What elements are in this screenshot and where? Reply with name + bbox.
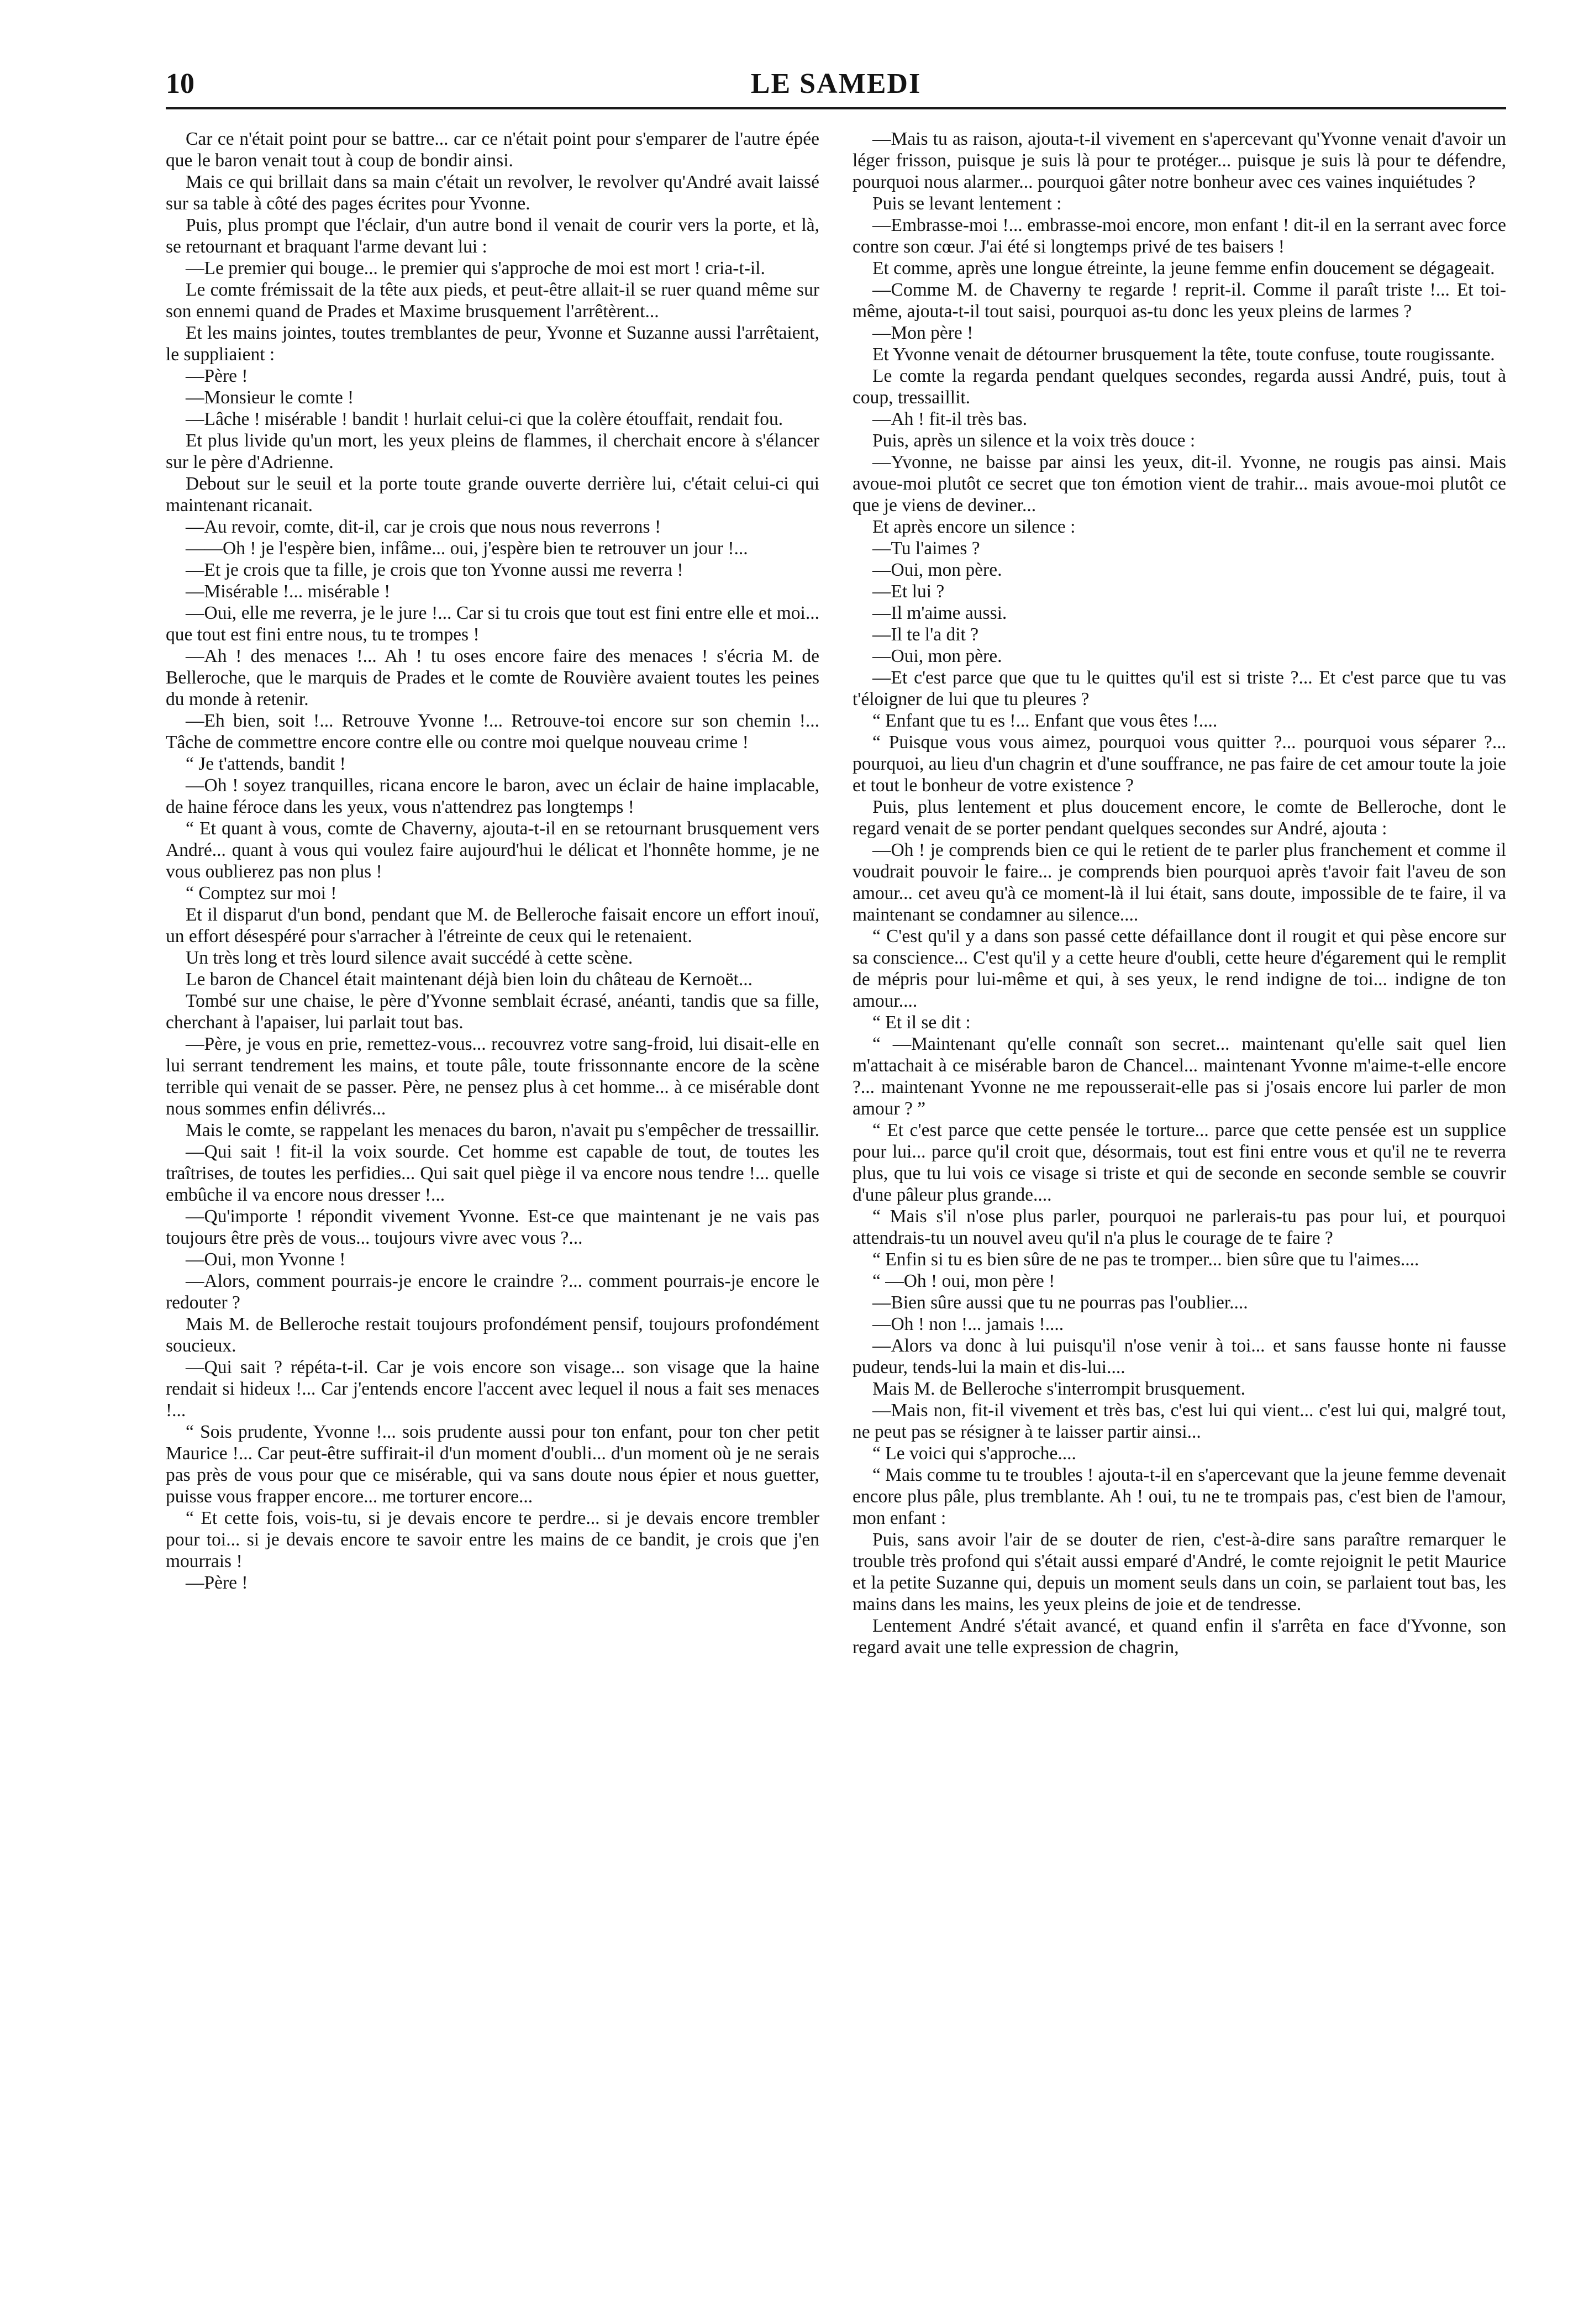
paragraph: “ —Oh ! oui, mon père !	[872, 1271, 1055, 1291]
paragraph: Un très long et très lourd silence avait succédé à cette scène.	[186, 948, 633, 968]
paragraph: “ Et c'est parce que cette pensée le torture... parce que cette pensée est un supplice pour lui... parce qu'il croit que, désormais, tout est fini entre vous et qu'il ne te reverra plus, que tu lui vois ce visage si triste et qui de seconde en seconde semble se couvrir d'une pâleur plus grande....	[853, 1120, 1506, 1205]
paragraph: “ Sois prudente, Yvonne !... sois prudente aussi pour ton enfant, pour ton cher petit Maurice !... Car peut-être suffirait-il d'un moment d'oubli... d'un moment où je ne serais pas près de vous pour que ce misérable, qui va sans doute nous épier et nous guetter, puisse vous frapper encore... me torturer encore...	[166, 1422, 819, 1507]
paragraph: —Tu l'aimes ?	[872, 538, 980, 559]
paragraph: Puis, plus lentement et plus doucement encore, le comte de Belleroche, dont le regard venait de se porter pendant quelques secondes sur André, ajouta :	[853, 797, 1506, 839]
paragraph: —Il m'aime aussi.	[872, 603, 1007, 623]
paragraph: Le comte la regarda pendant quelques secondes, regarda aussi André, puis, tout à coup, tressaillit.	[853, 366, 1506, 408]
paragraph: —Comme M. de Chaverny te regarde ! reprit-il. Comme il paraît triste !... Et toi-même, ajouta-t-il tout saisi, pourquoi as-tu donc les yeux pleins de larmes ?	[853, 280, 1506, 322]
paragraph: —Mon père !	[872, 323, 974, 343]
paragraph: “ Mais comme tu te troubles ! ajouta-t-il en s'apercevant que la jeune femme devenait encore plus pâle, plus tremblante. Ah ! oui, tu ne te trompais pas, c'est bien de l'amour, mon enfant :	[853, 1465, 1506, 1528]
paragraph: —Qu'importe ! répondit vivement Yvonne. Est-ce que maintenant je ne vais pas toujours être près de vous... toujours vivre avec vous ?...	[166, 1206, 819, 1248]
paragraph: Puis, après un silence et la voix très douce :	[872, 430, 1196, 451]
paragraph: Puis, plus prompt que l'éclair, d'un autre bond il venait de courir vers la porte, et là, se retournant et braquant l'arme devant lui :	[166, 215, 819, 257]
paragraph: Mais le comte, se rappelant les menaces du baron, n'avait pu s'empêcher de tressaillir.	[186, 1120, 819, 1140]
paragraph: —Oui, mon père.	[872, 646, 1002, 666]
paragraph: Et il disparut d'un bond, pendant que M. de Belleroche faisait encore un effort inouï, un effort désespéré pour s'arracher à l'étreinte de ceux qui le retenaient.	[166, 905, 819, 947]
paragraph: Car ce n'était point pour se battre... car ce n'était point pour s'emparer de l'autre épée que le baron venait tout à coup de bondir ainsi.	[166, 129, 819, 171]
paragraph: —Il te l'a dit ?	[872, 624, 979, 645]
paragraph: “ —Maintenant qu'elle connaît son secret... maintenant qu'elle sait quel lien m'attachait à ce misérable baron de Chancel... maintenant Yvonne m'aime-t-elle encore ?... maintenant Yvonne ne me repousserait-elle pas si j'osais encore lui parler de mon amour ? ”	[853, 1034, 1506, 1119]
paragraph: —Ah ! fit-il très bas.	[872, 409, 1028, 429]
left-column	[166, 128, 819, 2261]
paragraph: —Alors, comment pourrais-je encore le craindre ?... comment pourrais-je encore le redouter ?	[166, 1271, 819, 1313]
paragraph: —Oh ! soyez tranquilles, ricana encore le baron, avec un éclair de haine implacable, de haine féroce dans les yeux, vous n'attendrez pas longtemps !	[166, 775, 819, 817]
paragraph: “ Comptez sur moi !	[186, 883, 337, 903]
paragraph: —Misérable !... misérable !	[186, 581, 391, 602]
paragraph: Puis, sans avoir l'air de se douter de rien, c'est-à-dire sans paraître remarquer le trouble très profond qui s'était aussi emparé d'André, le comte rejoignit le petit Maurice et la petite Suzanne qui, depuis un moment seuls dans un coin, se parlaient tout bas, les mains dans les mains, les yeux pleins de joie et de tendresse.	[853, 1529, 1506, 1615]
paragraph: —Et je crois que ta fille, je crois que ton Yvonne aussi me reverra !	[186, 560, 683, 580]
paragraph: Mais M. de Belleroche s'interrompit brusquement.	[872, 1379, 1245, 1399]
paragraph: —Embrasse-moi !... embrasse-moi encore, mon enfant ! dit-il en la serrant avec force contre son cœur. J'ai été si longtemps privé de tes baisers !	[853, 215, 1506, 257]
paragraph: “ Mais s'il n'ose plus parler, pourquoi ne parlerais-tu pas pour lui, et pourquoi attendrais-tu un nouvel aveu qu'il n'a plus le courage de te faire ?	[853, 1206, 1506, 1248]
right-column	[853, 128, 1506, 2261]
page-header	[166, 67, 1506, 109]
paragraph: —Père, je vous en prie, remettez-vous... recouvrez votre sang-froid, lui disait-elle en lui serrant tendrement les mains, et toute pâle, toute frissonnante encore de la scène terrible qui venait de se passer. Père, ne pensez plus à cet homme... à ce misérable dont nous sommes enfin délivrés...	[166, 1034, 819, 1119]
paragraph: “ Enfin si tu es bien sûre de ne pas te tromper... bien sûre que tu l'aimes....	[872, 1249, 1419, 1270]
paragraph: —Au revoir, comte, dit-il, car je crois que nous nous reverrons !	[186, 517, 661, 537]
page-number: 10	[166, 68, 194, 99]
paragraph: ——Oh ! je l'espère bien, infâme... oui, j'espère bien te retrouver un jour !...	[186, 538, 748, 559]
paragraph: “ Je t'attends, bandit !	[186, 754, 346, 774]
paragraph: —Monsieur le comte !	[186, 387, 354, 408]
paragraph: Mais ce qui brillait dans sa main c'était un revolver, le revolver qu'André avait laissé sur sa table à côté des pages écrites pour Yvonne.	[166, 172, 819, 214]
paragraph: Puis se levant lentement :	[872, 193, 1062, 214]
paragraph: Et les mains jointes, toutes tremblantes de peur, Yvonne et Suzanne aussi l'arrêtaient, le suppliaient :	[166, 323, 819, 365]
paragraph: “ Enfant que tu es !... Enfant que vous êtes !....	[872, 711, 1218, 731]
paragraph: Et plus livide qu'un mort, les yeux pleins de flammes, il cherchait encore à s'élancer sur le père d'Adrienne.	[166, 430, 819, 472]
paragraph: —Qui sait ! fit-il la voix sourde. Cet homme est capable de tout, de toutes les traîtrises, de toutes les perfidies... Qui sait quel piège il va encore nous tendre !... quelle embûche il va encore nous dresser !...	[166, 1142, 819, 1205]
journal-title: LE SAMEDI	[750, 68, 922, 99]
paragraph: —Ah ! des menaces !... Ah ! tu oses encore faire des menaces ! s'écria M. de Belleroche, que le marquis de Prades et le comte de Rouvière avaient toutes les peines du monde à retenir.	[166, 646, 819, 709]
paragraph: Debout sur le seuil et la porte toute grande ouverte derrière lui, c'était celui-ci qui maintenant ricanait.	[166, 474, 819, 516]
paragraph: —Oh ! je comprends bien ce qui le retient de te parler plus franchement et comme il voudrait pouvoir le faire... je comprends bien pourquoi après t'avoir fait l'aveu de son amour... cet aveu qu'à ce moment-là il lui était, sans doute, impossible de te faire, il va maintenant se condamner au silence....	[853, 840, 1506, 925]
paragraph: “ Puisque vous vous aimez, pourquoi vous quitter ?... pourquoi vous séparer ?... pourquoi, au lieu d'un chagrin et d'une souffrance, ne pas faire de cet amour toute la joie et tout le bonheur de votre existence ?	[853, 732, 1506, 796]
paragraph: Et comme, après une longue étreinte, la jeune femme enfin doucement se dégageait.	[872, 258, 1495, 278]
paragraph: —Et c'est parce que que tu le quittes qu'il est si triste ?... Et c'est parce que tu vas t'éloigner de lui que tu pleures ?	[853, 667, 1506, 709]
paragraph: “ C'est qu'il y a dans son passé cette défaillance dont il rougit et qui pèse encore sur sa conscience... C'est qu'il y a cette heure d'oubli, cette heure d'égarement qui le remplit de mépris pour lui-même et qui, à ses yeux, le rend indigne de toi... indigne de ton amour....	[853, 926, 1506, 1011]
paragraph: Et Yvonne venait de détourner brusquement la tête, toute confuse, toute rougissante.	[872, 344, 1495, 365]
paragraph: —Lâche ! misérable ! bandit ! hurlait celui-ci que la colère étouffait, rendait fou.	[186, 409, 783, 429]
paragraph: —Le premier qui bouge... le premier qui s'approche de moi est mort ! cria-t-il.	[186, 258, 765, 278]
article-columns	[166, 128, 1506, 2261]
paragraph: —Et lui ?	[872, 581, 945, 602]
paragraph: Lentement André s'était avancé, et quand enfin il s'arrêta en face d'Yvonne, son regard avait une telle expression de chagrin,	[853, 1616, 1506, 1658]
paragraph: Et après encore un silence :	[872, 517, 1076, 537]
paragraph: —Père !	[186, 366, 248, 386]
paragraph: —Oui, elle me reverra, je le jure !... Car si tu crois que tout est fini entre elle et moi... que tout est fini entre nous, tu te trompes !	[166, 603, 819, 645]
paragraph: Le baron de Chancel était maintenant déjà bien loin du château de Kernoët...	[186, 969, 753, 990]
paragraph: —Père !	[186, 1573, 248, 1593]
paragraph: “ Et quant à vous, comte de Chaverny, ajouta-t-il en se retournant brusquement vers André... quant à vous qui voulez faire aujourd'hui le délicat et l'honnête homme, je ne vous oublierez pas non plus !	[166, 818, 819, 882]
paragraph: —Mais tu as raison, ajouta-t-il vivement en s'apercevant qu'Yvonne venait d'avoir un léger frisson, puisque je suis là pour te protéger... puisque je suis là pour te défendre, pourquoi nous alarmer... pourquoi gâter notre bonheur avec ces vaines inquiétudes ?	[853, 129, 1506, 192]
paragraph: “ Et il se dit :	[872, 1012, 971, 1033]
paragraph: —Oh ! non !... jamais !....	[872, 1314, 1064, 1334]
paragraph: —Oui, mon Yvonne !	[186, 1249, 346, 1270]
paragraph: Le comte frémissait de la tête aux pieds, et peut-être allait-il se ruer quand même sur son ennemi quand de Prades et Maxime brusquement l'arrêtèrent...	[166, 280, 819, 322]
paragraph: “ Et cette fois, vois-tu, si je devais encore te perdre... si je devais encore trembler pour toi... si je devais encore te savoir entre les mains de ce bandit, je crois que j'en mourrais !	[166, 1508, 819, 1571]
paragraph: “ Le voici qui s'approche....	[872, 1443, 1076, 1464]
paragraph: Tombé sur une chaise, le père d'Yvonne semblait écrasé, anéanti, tandis que sa fille, cherchant à l'apaiser, lui parlait tout bas.	[166, 991, 819, 1033]
paragraph: Mais M. de Belleroche restait toujours profondément pensif, toujours profondément soucieux.	[166, 1314, 819, 1356]
paragraph: —Eh bien, soit !... Retrouve Yvonne !... Retrouve-toi encore sur son chemin !... Tâche de commettre encore contre elle ou contre moi quelque nouveau crime !	[166, 711, 819, 753]
paragraph: —Mais non, fit-il vivement et très bas, c'est lui qui vient... c'est lui qui, malgré tout, ne peut pas se résigner à te laisser partir ainsi...	[853, 1400, 1506, 1442]
paragraph: —Alors va donc à lui puisqu'il n'ose venir à toi... et sans fausse honte ni fausse pudeur, tends-lui la main et dis-lui....	[853, 1335, 1506, 1377]
paragraph: —Bien sûre aussi que tu ne pourras pas l'oublier....	[872, 1292, 1248, 1313]
paragraph: —Yvonne, ne baisse par ainsi les yeux, dit-il. Yvonne, ne rougis pas ainsi. Mais avoue-moi plutôt ce secret que ton émotion vient de trahir... mais avoue-moi plutôt ce que je viens de deviner...	[853, 452, 1506, 516]
paragraph: —Qui sait ? répéta-t-il. Car je vois encore son visage... son visage que la haine rendait si hideux !... Car j'entends encore l'accent avec lequel il nous a fait ses menaces !...	[166, 1357, 819, 1421]
paragraph: —Oui, mon père.	[872, 560, 1002, 580]
